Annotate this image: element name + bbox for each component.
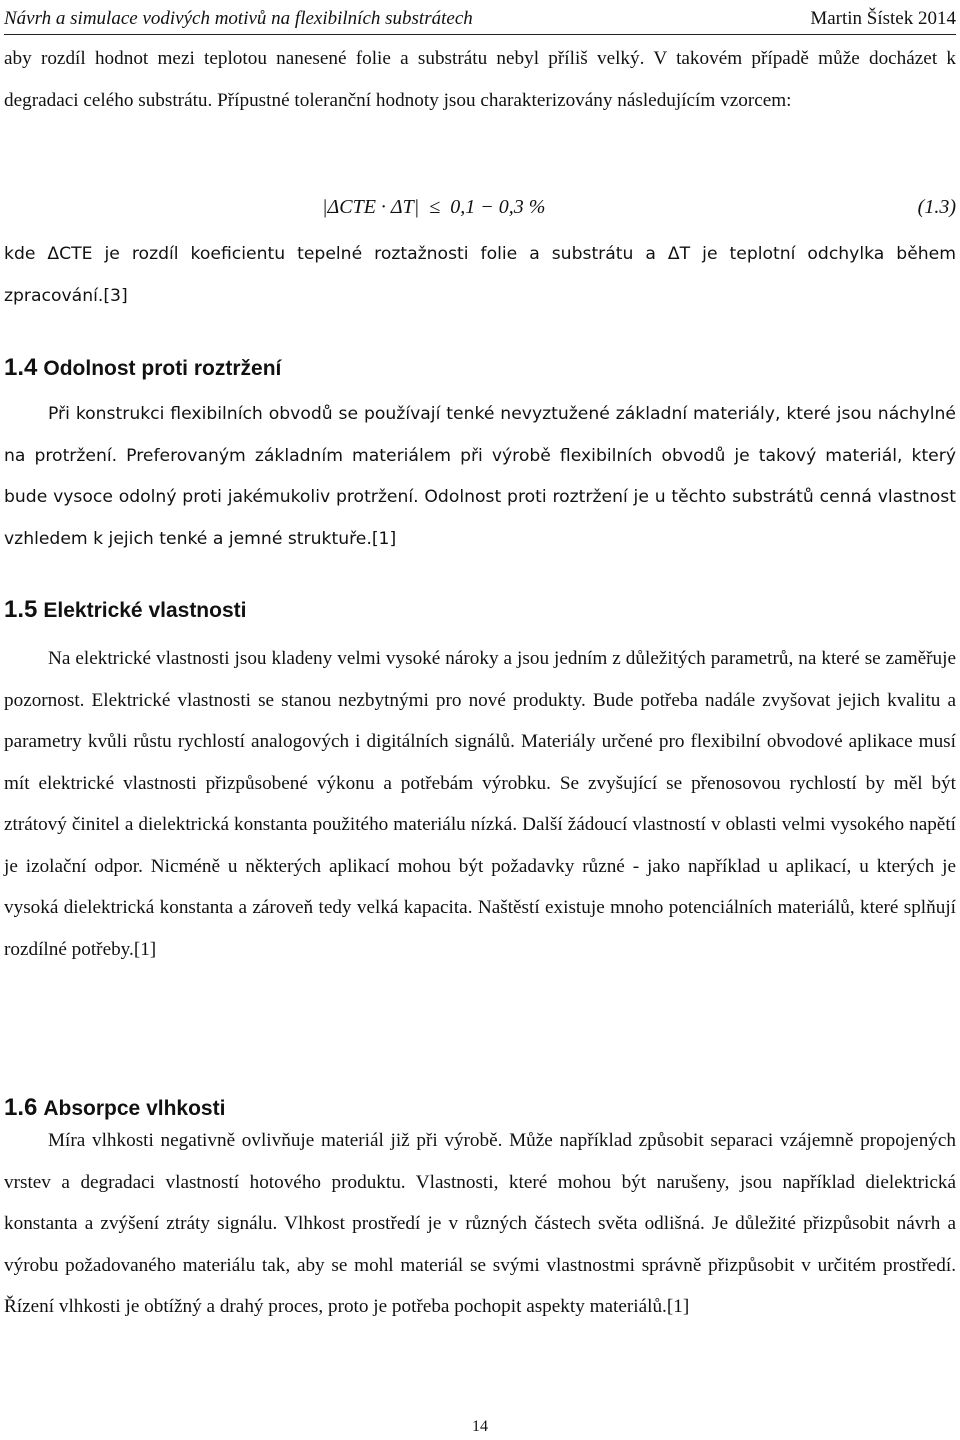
header-title: Návrh a simulace vodivých motivů na flexibilních substrátech [4,8,473,29]
section-heading-1-5 [4,596,246,624]
equation-block [4,196,956,232]
section-title: Odolnost proti roztržení [43,357,282,380]
intro-paragraph: aby rozdíl hodnot mezi teplotou nanesené folie a substrátu nebyl příliš velký. V takovém případě může docházet k degradaci celého substrátu. Přípustné toleranční hodnoty jsou charakterizovány následujícím vzorcem: [4,48,956,111]
section-number: 1.5 [4,596,38,623]
page-number: 14 [472,1418,488,1435]
running-header [4,4,956,35]
section-title: Absorpce vlhkosti [43,1097,226,1120]
equation-formula: |ΔCTE · ΔT| ≤ 0,1 − 0,3 % [322,196,546,218]
section-number: 1.4 [4,354,38,381]
equation-number: (1.3) [917,196,956,218]
header-author-year: Martin Šístek 2014 [810,8,956,29]
section-paragraph-1-4: Při konstrukci flexibilních obvodů se používají tenké nevyztužené základní materiály, které jsou náchylné na protržení. Preferovaným základním materiálem při výrobě flexibilních obvodů je takový materiál, který bude vysoce odolný proti jakémukoliv protržení. Odolnost proti roztržení je u těchto substrátů cenná vlastnost vzhledem k jejich tenké a jemné struktuře.[1] [4,404,956,549]
section-heading-1-6 [4,1094,225,1122]
section-title: Elektrické vlastnosti [43,599,247,622]
section-paragraph-1-6: Míra vlhkosti negativně ovlivňuje materiál již při výrobě. Může například způsobit separaci vzájemně propojených vrstev a degradaci vlastností hotového produktu. Vlastnosti, které mohou být narušeny, jsou například dielektrická konstanta a zvýšení ztráty signálu. Vlhkost prostředí je v různých částech světa odlišná. Je důležité přizpůsobit návrh a výrobu požadovaného materiálu tak, aby se mohl materiál se svými vlastnostmi správně přizpůsobit v určitém prostředí. Řízení vlhkosti je obtížný a drahý proces, proto je potřeba pochopit aspekty materiálů.[1] [4,1130,956,1317]
section-heading-1-4 [4,354,281,382]
section-number: 1.6 [4,1094,38,1121]
equation-explanation: kde ΔCTE je rozdíl koeficientu tepelné roztažnosti folie a substrátu a ΔT je teplotní odchylka během zpracování.[3] [4,244,956,306]
section-paragraph-1-5: Na elektrické vlastnosti jsou kladeny velmi vysoké nároky a jsou jedním z důležitých parametrů, na které se zaměřuje pozornost. Elektrické vlastnosti se stanou nezbytnými pro nové produkty. Bude potřeba nadále zvyšovat jejich kvalitu a parametry kvůli růstu rychlostí analogových i digitálních signálů. Materiály určené pro flexibilní obvodové aplikace musí mít elektrické vlastnosti přizpůsobené výkonu a potřebám výrobku. Se zvyšující se přenosovou rychlostí by měl být ztrátový činitel a dielektrická konstanta použitého materiálu nízká. Další žádoucí vlastností v oblasti velmi vysokého napětí je izolační odpor. Nicméně u některých aplikací mohou být požadavky různé - jako například u aplikací, u kterých je vysoká dielektrická konstanta a zároveň tedy velká kapacita. Naštěstí existuje mnoho potenciálních materiálů, které splňují rozdílné potřeby.[1] [4,648,956,960]
